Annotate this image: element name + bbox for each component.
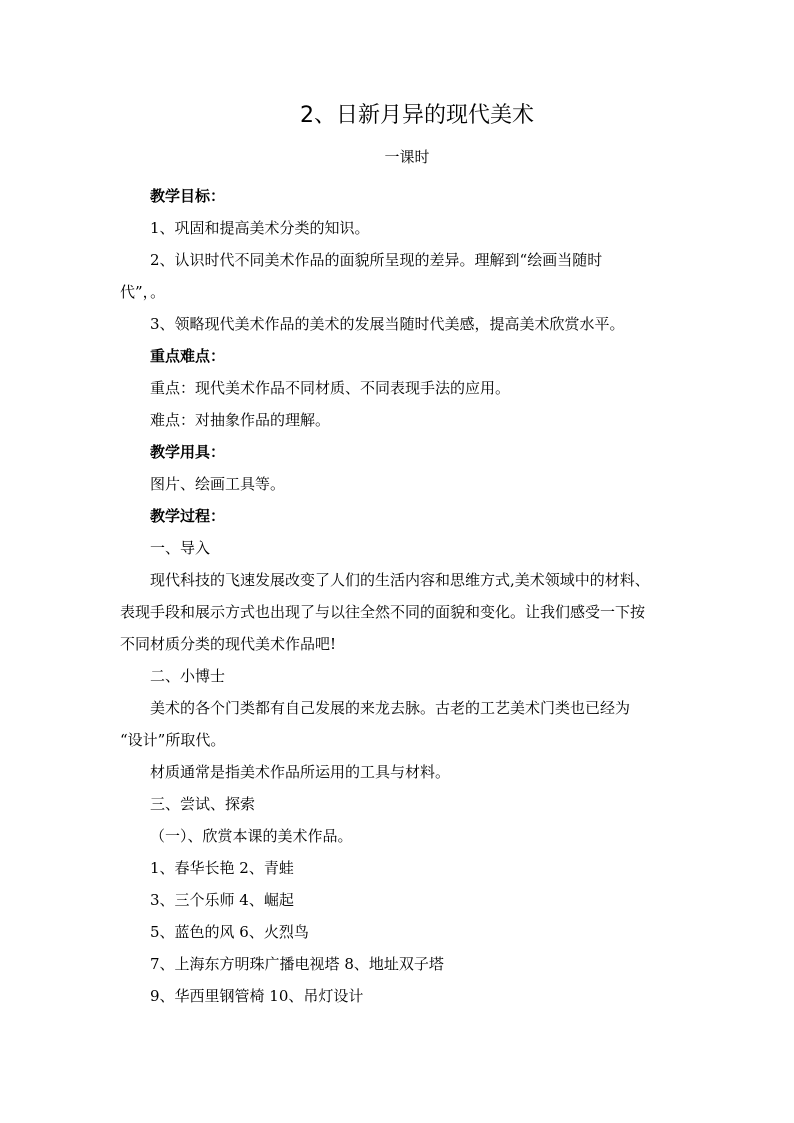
intro-line-3: 不同材质分类的现代美术作品吧! [120, 635, 337, 653]
doctor-line-1: 美术的各个门类都有自己发展的来龙去脉。古老的工艺美术门类也已经为 [150, 699, 631, 717]
sub-step-1: （一）、欣赏本课的美术作品。 [150, 827, 353, 845]
intro-line-2: 表现手段和展示方式也出现了与以往全然不同的面貌和变化。让我们感受一下按 [120, 603, 646, 621]
step-3-heading: 三、尝试、探索 [150, 795, 256, 813]
works-item: 5、蓝色的风 6、火烈鸟 [150, 923, 309, 941]
step-1-heading: 一、导入 [150, 539, 211, 557]
goal-1: 1、巩固和提高美术分类的知识。 [150, 219, 370, 237]
goal-2-line1: 2、认识时代不同美术作品的面貌所呈现的差异。理解到“绘画当随时 [150, 251, 603, 269]
step-2-heading: 二、小博士 [150, 667, 226, 685]
difficult-point: 难点：对抽象作品的理解。 [150, 411, 331, 429]
tools-heading: 教学用具： [150, 443, 226, 461]
key-point: 重点：现代美术作品不同材质、不同表现手法的应用。 [150, 379, 511, 397]
tools-text: 图片、绘画工具等。 [150, 475, 286, 493]
document-title: 2、日新月异的现代美术 [300, 103, 534, 128]
doctor-line-2: “设计”所取代。 [120, 731, 226, 749]
goal-2-line2: 代”，。 [120, 283, 166, 301]
works-item: 1、春华长艳 2、青蛙 [150, 859, 294, 877]
document-body [120, 180, 690, 1012]
material-line: 材质通常是指美术作品所运用的工具与材料。 [150, 763, 451, 781]
document-subtitle: 一课时 [384, 148, 430, 166]
goal-3: 3、领略现代美术作品的美术的发展当随时代美感，提高美术欣赏水平。 [150, 315, 625, 333]
process-heading: 教学过程： [150, 507, 226, 525]
works-item: 9、华西里钢管椅 10、吊灯设计 [150, 987, 364, 1005]
works-item: 7、上海东方明珠广播电视塔 8、地址双子塔 [150, 955, 444, 973]
key-heading: 重点难点： [150, 347, 226, 365]
intro-line-1: 现代科技的飞速发展改变了人们的生活内容和思维方式,美术领域中的材料、 [150, 571, 650, 589]
goals-heading: 教学目标： [150, 187, 226, 205]
works-item: 3、三个乐师 4、崛起 [150, 891, 294, 909]
